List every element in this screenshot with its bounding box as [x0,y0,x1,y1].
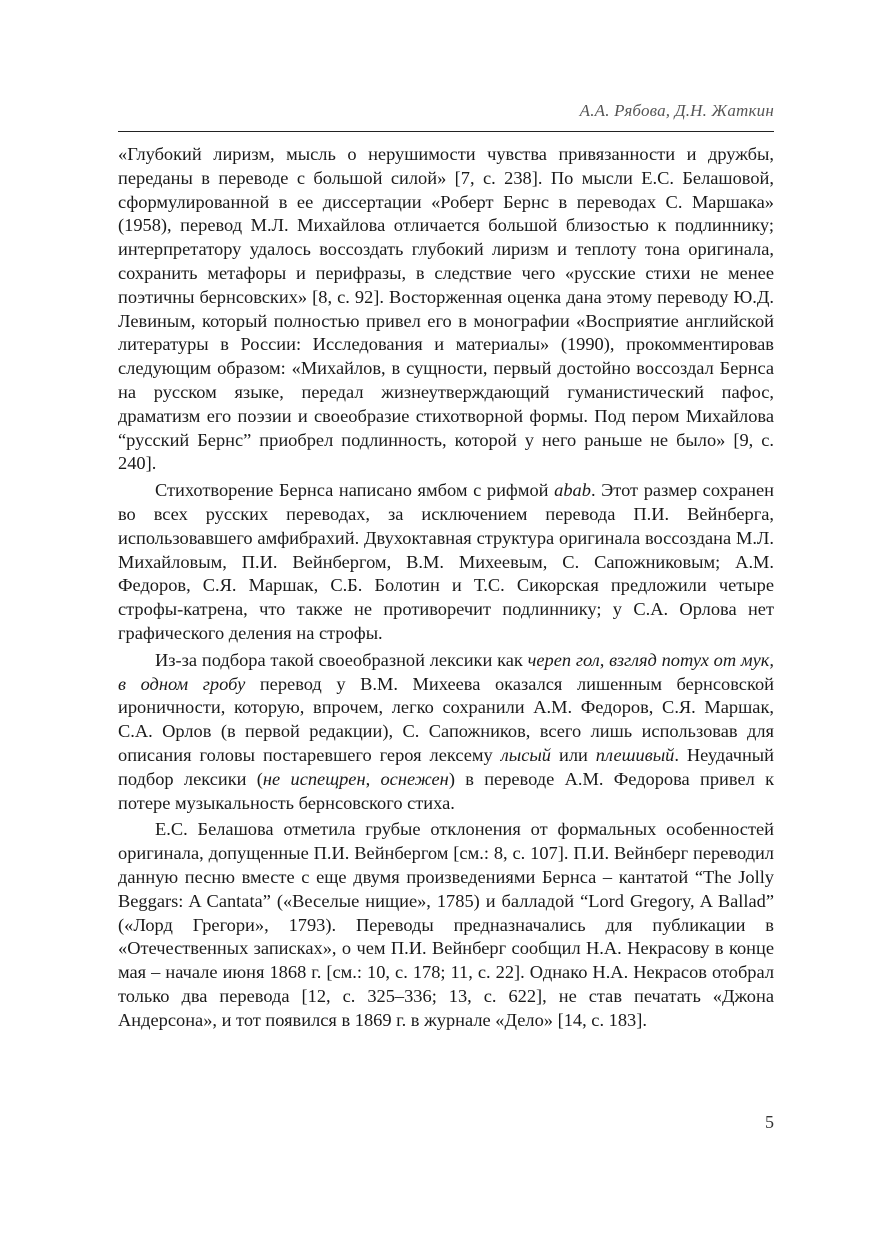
text-run: . Неудачный подбор лексики ( [118,744,774,789]
text-run: Е.С. Белашова отметила грубые отклонения от формальных особенностей оригинала, допущенные П.И. Вейнбергом [см.: 8, с. 107]. П.И. Вейнберг переводил данную песню вместе с еще двумя произведениями Бернса – кантатой “The Jolly Beggars: A Cantata” («Веселые нищие», 1785) и балладой “Lord Gregory, A Ballad” («Лорд Грегори», 1793). Переводы предназначались для публикации в «Отечественных записках», о чем П.И. Вейнберг сообщил Н.А. Некрасову в конце мая – начале июня 1868 г. [см.: 10, с. 178; 11, с. 22]. Однако Н.А. Некрасов отобрал только два перевода [12, с. 325–336; 13, с. 622], не став печатать «Джона Андерсона», и тот появился в 1869 г. в журнале «Дело» [14, с. 183]. [118,819,774,1030]
running-head-authors: А.А. Рябова, Д.Н. Жаткин [579,101,774,120]
paragraph [118,818,774,1032]
italic-term: abab [554,480,591,501]
text-run: Из-за подбора такой своеобразной лексики как [155,649,528,670]
italic-term: не испещрен [262,768,366,789]
italic-term: череп гол, взгляд потух от мук, в одном гробу [118,649,774,694]
text-run: «Глубокий лиризм, мысль о нерушимости чувства привязанности и дружбы, переданы в переводе с большой силой» [7, с. 238]. По мысли Е.С. Белашовой, сформулированной в ее диссертации «Роберт Бернс в переводах С. Маршака» (1958), перевод М.Л. Михайлова отличается большой близостью к подлиннику; интерпретатору удалось воссоздать глубокий лиризм и теплоту тона оригинала, сохранить метафоры и перифразы, в следствие чего «русские стихи не менее поэтичны бернсовских» [8, с. 92]. Восторженная оценка дана этому переводу Ю.Д. Левиным, который полностью привел его в монографии «Восприятие английской литературы в России: Исследования и материалы» (1990), прокомментировав следующим образом: «Михайлов, в сущности, первый достойно воссоздал Бернса на русском языке, передал жизнеутверждающий гуманистический пафос, драматизм его поэзии и своеобразие стихотворной формы. Под пером Михайлова “русский Бернс” приобрел подлинность, которой у него раньше не было» [9, с. 240]. [118,144,774,474]
text-run: . Этот размер сохранен во всех русских переводах, за исключением перевода П.И. Вейнберга, использовавшего амфибрахий. Двухоктавная структура оригинала воссоздана М.Л. Михайловым, П.И. Вейнбергом, В.М. Михеевым, С. Сапожниковым; А.М. Федоров, С.Я. Маршак, С.Б. Болотин и Т.С. Сикорская предложили четыре строфы-катрена, что также не противоречит подлиннику; у С.А. Орлова нет графического деления на строфы. [118,480,774,643]
page-number: 5 [765,1112,774,1132]
text-run: или [551,744,596,765]
text-run: ) в переводе А.М. Федорова привел к потере музыкальность бернсовского стиха. [118,768,774,813]
italic-term: плешивый [595,744,675,765]
italic-term: оснежен [380,768,449,789]
body-text [118,143,774,1035]
paragraph [118,479,774,646]
italic-term: лысый [500,744,552,765]
text-run: , [365,768,381,789]
header-rule [118,131,774,132]
page [118,0,774,1241]
paragraph [118,143,774,476]
paragraph [118,649,774,816]
text-run: перевод у В.М. Михеева оказался лишенным бернсовской ироничности, которую, впрочем, легко сохранили А.М. Федоров, С.Я. Маршак, С.А. Орлов (в первой редакции), С. Сапожников, всего лишь использовав для описания головы постаревшего героя лексему [118,673,774,765]
text-run: Стихотворение Бернса написано ямбом с рифмой [155,480,555,501]
